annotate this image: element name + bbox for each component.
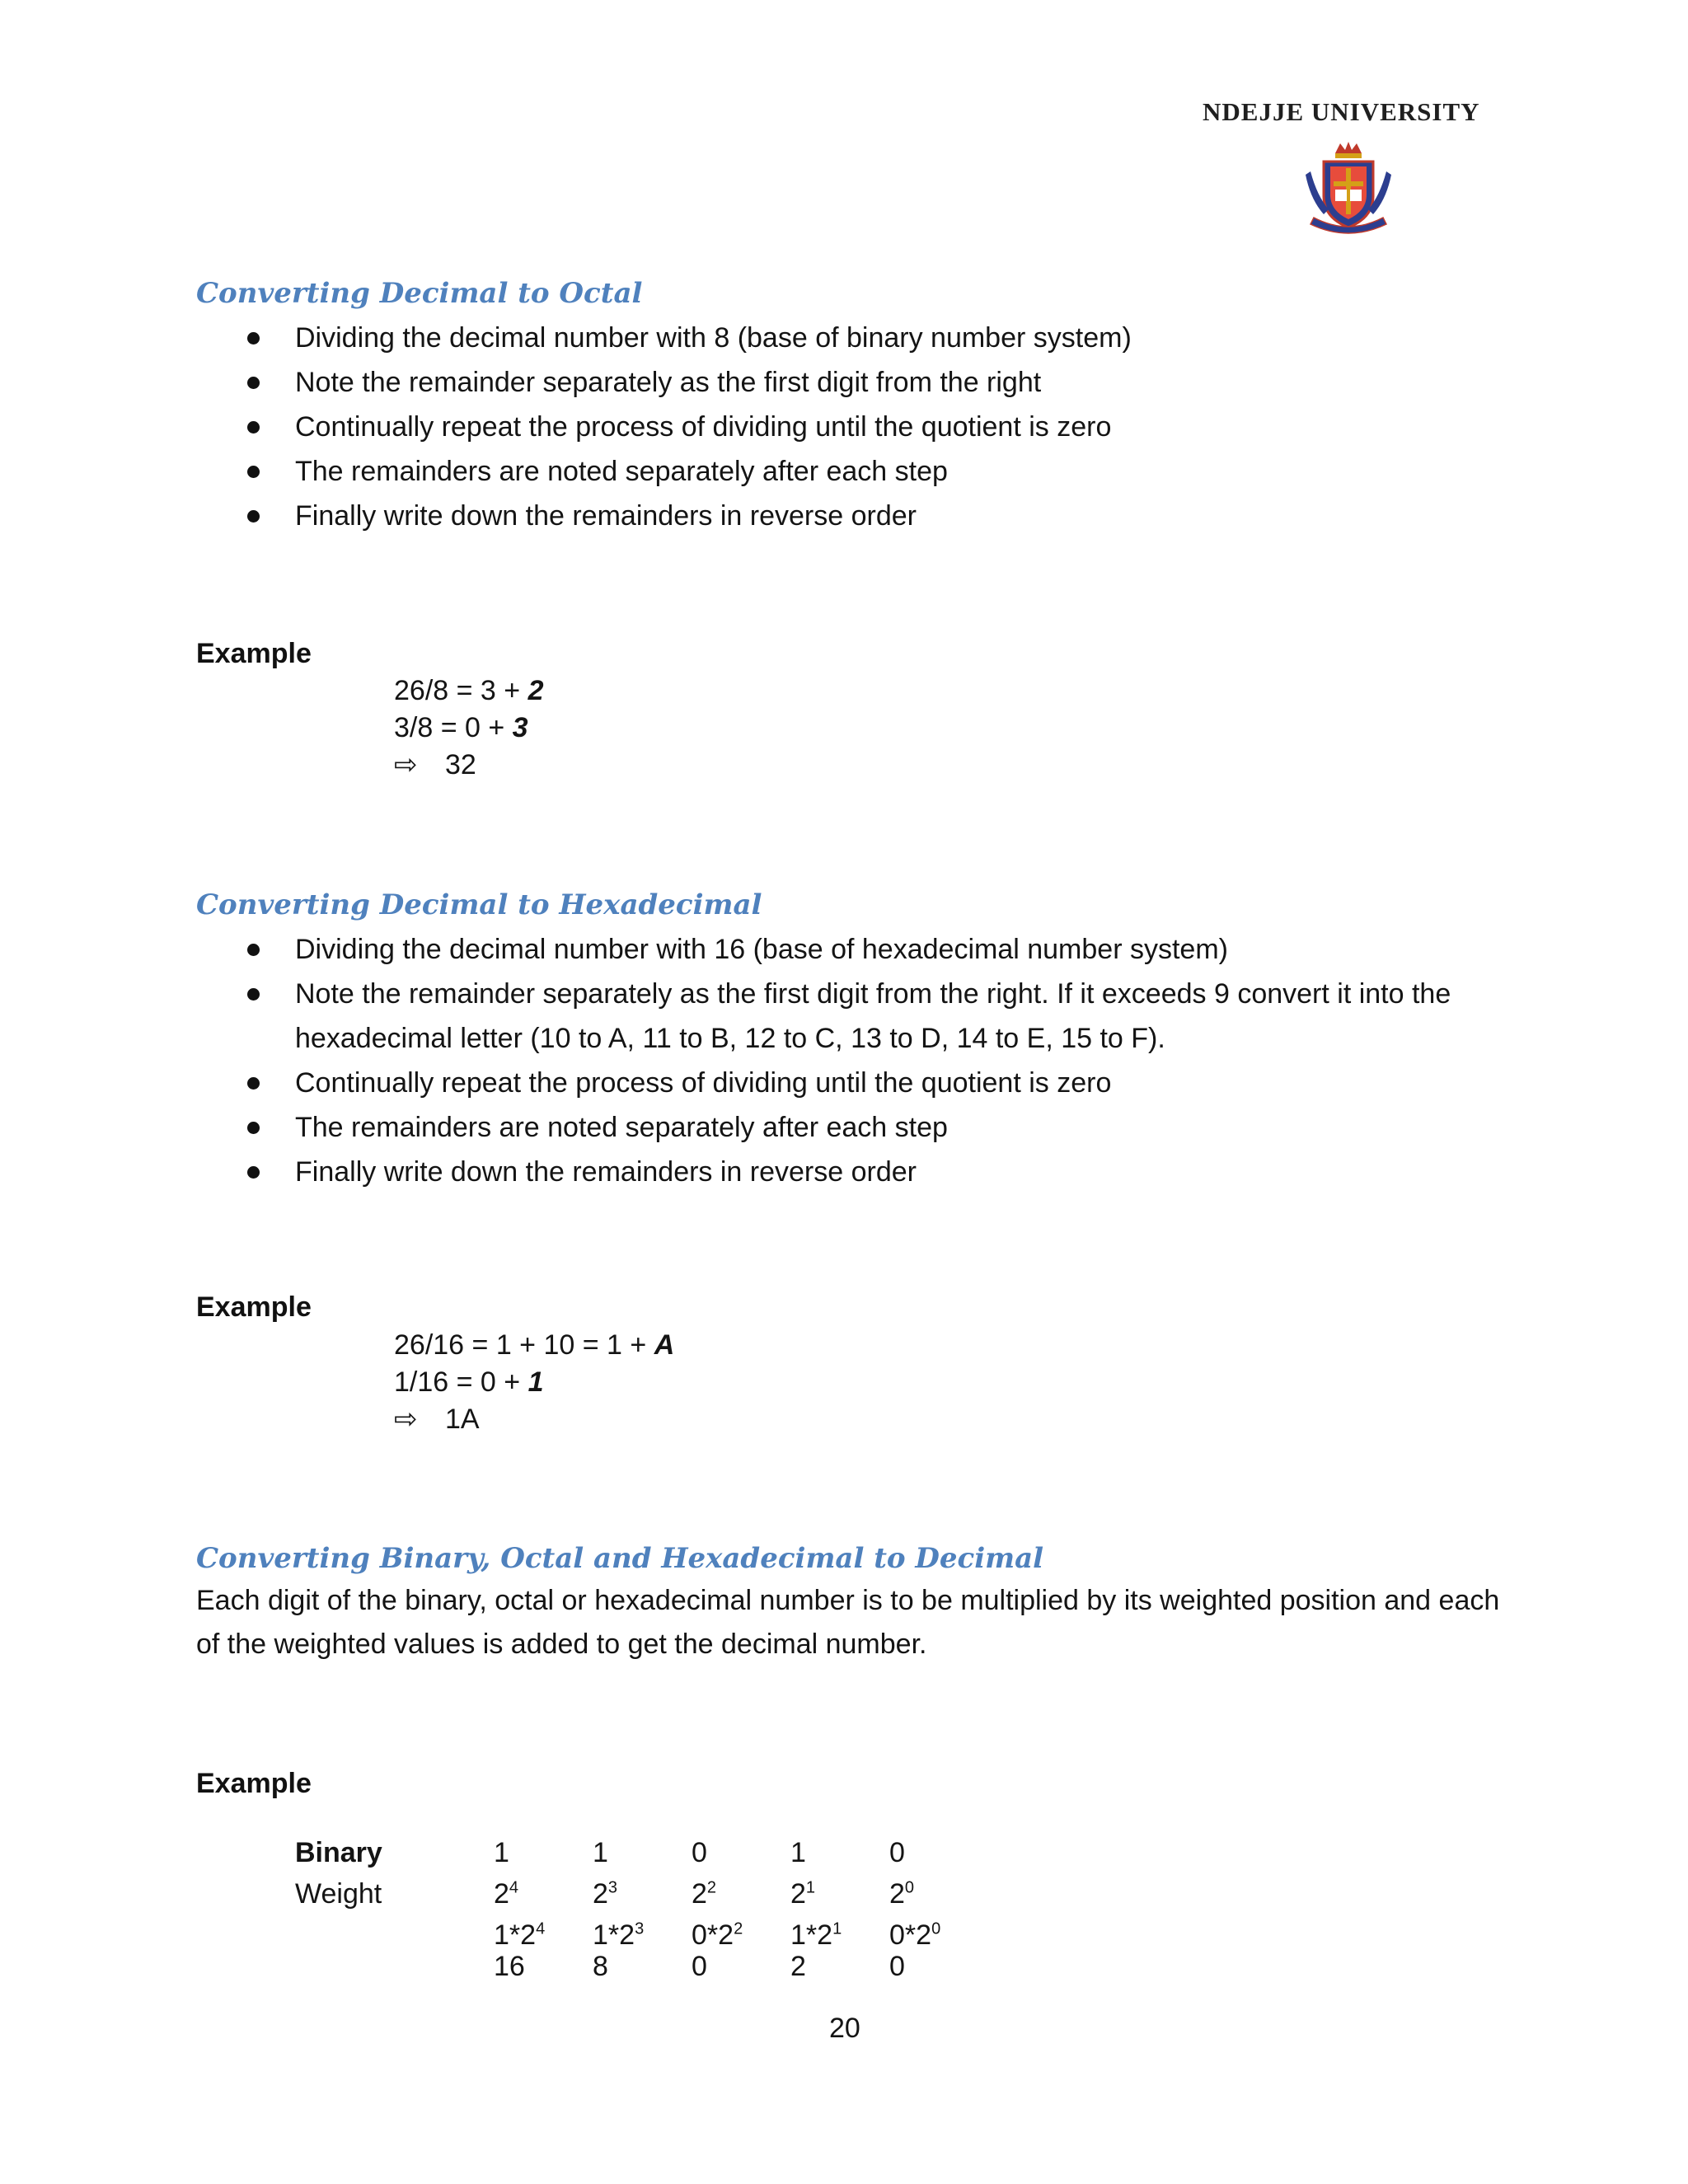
list-item: Continually repeat the process of dividing until the quotient is zero	[196, 1061, 1482, 1105]
list-item: Dividing the decimal number with 16 (base of hexadecimal number system)	[196, 927, 1482, 972]
bullet-icon	[247, 1122, 260, 1134]
table-cell: $2^0$	[889, 1878, 915, 1910]
list-item: The remainders are noted separately after each step	[196, 449, 1482, 494]
table-row-label: Binary	[295, 1837, 382, 1868]
section-heading-octal: Converting Decimal to Octal	[196, 277, 643, 310]
table-cell: 8	[593, 1951, 608, 1982]
bullet-icon	[247, 421, 260, 434]
university-crest-logo	[1299, 138, 1398, 237]
list-item: Continually repeat the process of dividing until the quotient is zero	[196, 405, 1482, 449]
bullet-icon	[247, 377, 260, 389]
paragraph: Each digit of the binary, octal or hexadecimal number is to be multiplied by its weighted position and each of the weighted values is added to get the decimal number.	[196, 1585, 1500, 1660]
table-cell: 0	[889, 1837, 905, 1868]
table-cell: $2^3$	[593, 1878, 618, 1910]
bullet-icon	[247, 988, 260, 1001]
university-name: NDEJJE UNIVERSITY	[1203, 97, 1480, 126]
example-label: Example	[196, 1768, 312, 1799]
table-cell: 2	[790, 1951, 806, 1982]
bullet-icon	[247, 466, 260, 478]
table-cell: $1*2^1$	[790, 1919, 842, 1951]
table-cell: $1*2^3$	[593, 1919, 645, 1951]
table-cell: 1	[790, 1837, 806, 1868]
table-cell: $0*2^2$	[692, 1919, 743, 1951]
list-item: Note the remainder separately as the first digit from the right. If it exceeds 9 convert it into the hexadecimal letter (10 to A, 11 to B, 12 to C, 13 to D, 14 to E, 15 to F).	[196, 972, 1482, 1061]
table-cell: $2^1$	[790, 1878, 816, 1910]
bullet-icon	[247, 1077, 260, 1090]
section-heading-hex: Converting Decimal to Hexadecimal	[196, 888, 762, 921]
table-cell: $2^4$	[494, 1878, 519, 1910]
example-label: Example	[196, 638, 312, 669]
page-number: 20	[829, 2013, 860, 2044]
example-label: Example	[196, 1291, 312, 1323]
table-cell: $1*2^4$	[494, 1919, 546, 1951]
list-item: Dividing the decimal number with 8 (base of binary number system)	[196, 316, 1482, 360]
list-item: Note the remainder separately as the first digit from the right	[196, 360, 1482, 405]
table-cell: 1	[593, 1837, 608, 1868]
table-cell: $0*2^0$	[889, 1919, 941, 1951]
table-cell: 0	[692, 1951, 707, 1982]
bullet-icon	[247, 510, 260, 523]
calc-line: 26/16 = 1 + 10 = 1 + A	[394, 1329, 675, 1361]
table-cell: 0	[692, 1837, 707, 1868]
calc-result: ⇨ 32	[394, 747, 544, 784]
hex-bullet-list	[196, 927, 1482, 1194]
bullet-icon	[247, 332, 260, 344]
bullet-icon	[247, 944, 260, 956]
table-cell: 0	[889, 1951, 905, 1982]
list-item: The remainders are noted separately after each step	[196, 1105, 1482, 1150]
calc-line: 1/16 = 0 + 1	[394, 1366, 544, 1398]
table-cell: 16	[494, 1951, 525, 1982]
arrow-right-icon: ⇨	[394, 1404, 418, 1435]
calc-line: 3/8 = 0 + 3	[394, 712, 528, 743]
table-row-label: Weight	[295, 1878, 382, 1910]
arrow-right-icon: ⇨	[394, 749, 418, 780]
list-item: Finally write down the remainders in reverse order	[196, 494, 1482, 538]
section-heading-to-decimal: Converting Binary, Octal and Hexadecimal to Decimal	[196, 1542, 1044, 1575]
hex-calculation	[394, 1327, 674, 1438]
octal-bullet-list	[196, 316, 1482, 538]
table-cell: 1	[494, 1837, 509, 1868]
calc-line: 26/8 = 3 + 2	[394, 675, 544, 706]
octal-calculation	[394, 673, 544, 784]
calc-result: ⇨ 1A	[394, 1401, 674, 1438]
bullet-icon	[247, 1166, 260, 1179]
table-cell: $2^2$	[692, 1878, 717, 1910]
list-item: Finally write down the remainders in reverse order	[196, 1150, 1482, 1194]
